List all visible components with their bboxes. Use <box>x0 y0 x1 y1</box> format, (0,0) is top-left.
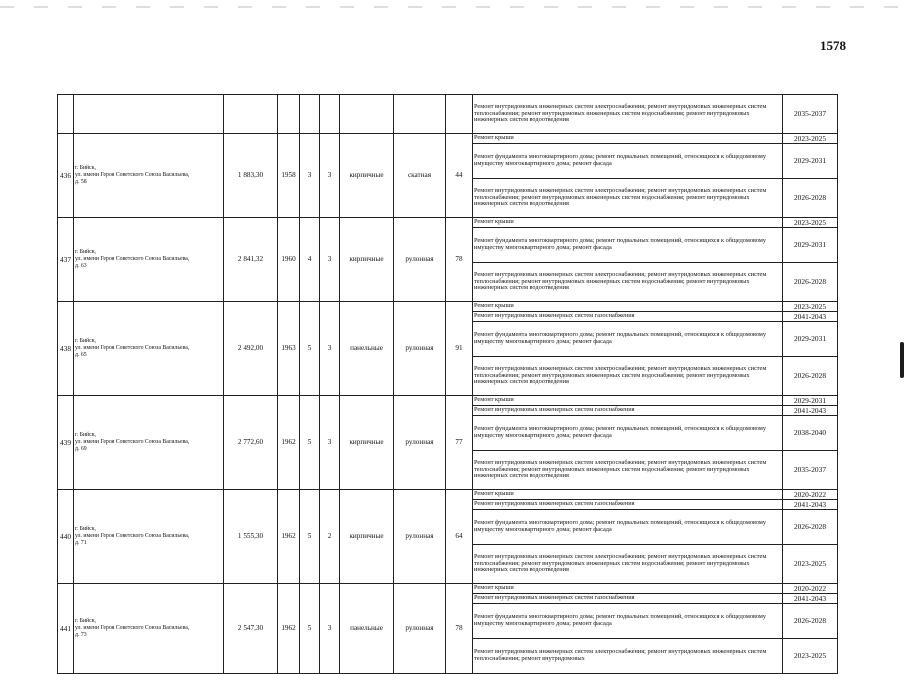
address-line: ул. имени Героя Советского Союза Васильева, <box>75 625 190 632</box>
work-type-cell: Ремонт фундамента многоквартирного дома; ремонт подвальных помещений, относящихся к общедомовому имуществу многоквартирного дома; ремонт фасада <box>473 604 783 639</box>
roof-type-cell <box>394 95 446 134</box>
planned-period-cell: 2038-2040 <box>783 416 838 451</box>
planned-period-cell: 2035-2037 <box>783 451 838 490</box>
work-type-cell: Ремонт внутридомовых инженерных систем электроснабжения; ремонт внутридомовых инженерных систем теплоснабжения; ремонт внутридомовых инженерных систем водоснабжения; ремонт внутридомовых инженерных систем водоотведения <box>473 545 783 584</box>
floors-cell: 3 <box>300 134 320 218</box>
wall-material-cell: кирпичные <box>340 218 394 302</box>
house-number-cell: 440 <box>58 490 74 584</box>
address-line: д. 71 <box>75 539 87 546</box>
year-built-cell: 1962 <box>278 584 300 674</box>
table-row <box>58 396 838 406</box>
apartments-cell: 78 <box>446 584 473 674</box>
house-number-cell: 441 <box>58 584 74 674</box>
year-built-cell: 1960 <box>278 218 300 302</box>
planned-period-cell: 2020-2022 <box>783 584 838 594</box>
scan-edge-mark <box>900 342 904 378</box>
work-type-cell: Ремонт крыши <box>473 584 783 594</box>
wall-material-cell: панельные <box>340 302 394 396</box>
area-cell: 2 492,00 <box>224 302 278 396</box>
address-line: г. Бийск, <box>75 432 96 439</box>
work-type-cell: Ремонт внутридомовых инженерных систем электроснабжения; ремонт внутридомовых инженерных систем теплоснабжения; ремонт внутридомовых инженерных систем водоснабжения; ремонт внутридомовых инженерных систем водоотведения <box>473 451 783 490</box>
work-type-cell: Ремонт крыши <box>473 490 783 500</box>
house-number-cell: 437 <box>58 218 74 302</box>
area-cell: 1 555,30 <box>224 490 278 584</box>
address-line: г. Бийск, <box>75 526 96 533</box>
planned-period-cell: 2029-2031 <box>783 322 838 357</box>
work-type-cell: Ремонт внутридомовых инженерных систем электроснабжения; ремонт внутридомовых инженерных систем теплоснабжения; ремонт внутридомовых инженерных систем водоснабжения; ремонт внутридомовых инженерных систем водоотведения <box>473 357 783 396</box>
scan-artifact-line <box>0 6 904 8</box>
apartments-cell <box>446 95 473 134</box>
table-row <box>58 490 838 500</box>
entrances-cell: 3 <box>320 584 340 674</box>
address-line: д. 58 <box>75 178 87 185</box>
address-line: д. 73 <box>75 631 87 638</box>
planned-period-cell: 2029-2031 <box>783 228 838 263</box>
planned-period-cell: 2026-2028 <box>783 604 838 639</box>
address-line: ул. имени Героя Советского Союза Васильева, <box>75 533 190 540</box>
address-line: ул. имени Героя Советского Союза Васильева, <box>75 172 190 179</box>
address-cell <box>74 584 224 674</box>
work-type-cell: Ремонт фундамента многоквартирного дома; ремонт подвальных помещений, относящихся к общедомовому имуществу многоквартирного дома; ремонт фасада <box>473 228 783 263</box>
work-type-cell: Ремонт крыши <box>473 396 783 406</box>
planned-period-cell: 2023-2025 <box>783 218 838 228</box>
area-cell: 1 883,30 <box>224 134 278 218</box>
planned-period-cell: 2026-2028 <box>783 510 838 545</box>
address-line: д. 69 <box>75 445 87 452</box>
floors-cell <box>300 95 320 134</box>
work-type-cell: Ремонт внутридомовых инженерных систем электроснабжения; ремонт внутридомовых инженерных систем теплоснабжения; ремонт внутридомовых инженерных систем водоснабжения; ремонт внутридомовых инженерных систем водоотведения <box>473 95 783 134</box>
work-type-cell: Ремонт внутридомовых инженерных систем электроснабжения; ремонт внутридомовых инженерных систем теплоснабжения; ремонт внутридомовых инженерных систем водоснабжения; ремонт внутридомовых инженерных систем водоотведения <box>473 263 783 302</box>
planned-period-cell: 2020-2022 <box>783 490 838 500</box>
area-cell: 2 841,32 <box>224 218 278 302</box>
year-built-cell: 1963 <box>278 302 300 396</box>
work-type-cell: Ремонт внутридомовых инженерных систем газоснабжения <box>473 312 783 322</box>
address-line: д. 65 <box>75 351 87 358</box>
work-type-cell: Ремонт крыши <box>473 134 783 144</box>
address-cell <box>74 302 224 396</box>
address-line: ул. имени Героя Советского Союза Васильева, <box>75 256 190 263</box>
entrances-cell: 3 <box>320 134 340 218</box>
year-built-cell: 1958 <box>278 134 300 218</box>
address-line: д. 63 <box>75 262 87 269</box>
planned-period-cell: 2023-2025 <box>783 302 838 312</box>
apartments-cell: 44 <box>446 134 473 218</box>
address-cell <box>74 218 224 302</box>
year-built-cell <box>278 95 300 134</box>
apartments-cell: 78 <box>446 218 473 302</box>
planned-period-cell: 2023-2025 <box>783 134 838 144</box>
work-type-cell: Ремонт фундамента многоквартирного дома; ремонт подвальных помещений, относящихся к общедомовому имуществу многоквартирного дома; ремонт фасада <box>473 322 783 357</box>
address-cell <box>74 134 224 218</box>
house-number-cell: 439 <box>58 396 74 490</box>
house-number-cell <box>58 95 74 134</box>
floors-cell: 5 <box>300 584 320 674</box>
roof-type-cell: рулонная <box>394 490 446 584</box>
area-cell: 2 772,60 <box>224 396 278 490</box>
address-line: г. Бийск, <box>75 618 96 625</box>
wall-material-cell <box>340 95 394 134</box>
page-number: 1578 <box>820 38 846 53</box>
area-cell: 2 547,30 <box>224 584 278 674</box>
entrances-cell: 3 <box>320 396 340 490</box>
planned-period-cell: 2041-2043 <box>783 406 838 416</box>
planned-period-cell: 2023-2025 <box>783 639 838 674</box>
planned-period-cell: 2023-2025 <box>783 545 838 584</box>
planned-period-cell: 2026-2028 <box>783 357 838 396</box>
work-type-cell: Ремонт фундамента многоквартирного дома; ремонт подвальных помещений, относящихся к общедомовому имуществу многоквартирного дома; ремонт фасада <box>473 510 783 545</box>
table-row <box>58 584 838 594</box>
apartments-cell: 77 <box>446 396 473 490</box>
year-built-cell: 1962 <box>278 490 300 584</box>
address-line: г. Бийск, <box>75 249 96 256</box>
planned-period-cell: 2041-2043 <box>783 500 838 510</box>
roof-type-cell: рулонная <box>394 218 446 302</box>
wall-material-cell: кирпичные <box>340 134 394 218</box>
address-line: г. Бийск, <box>75 338 96 345</box>
table-row <box>58 302 838 312</box>
planned-period-cell: 2029-2031 <box>783 144 838 179</box>
table-row <box>58 218 838 228</box>
roof-type-cell: рулонная <box>394 396 446 490</box>
capital-repair-table <box>57 94 838 674</box>
roof-type-cell: рулонная <box>394 584 446 674</box>
work-type-cell: Ремонт фундамента многоквартирного дома; ремонт подвальных помещений, относящихся к общедомовому имуществу многоквартирного дома; ремонт фасада <box>473 416 783 451</box>
table-body <box>58 95 838 674</box>
house-number-cell: 436 <box>58 134 74 218</box>
wall-material-cell: кирпичные <box>340 490 394 584</box>
work-type-cell: Ремонт крыши <box>473 302 783 312</box>
work-type-cell: Ремонт внутридомовых инженерных систем электроснабжения; ремонт внутридомовых инженерных систем теплоснабжения; ремонт внутридомовых <box>473 639 783 674</box>
entrances-cell: 2 <box>320 490 340 584</box>
floors-cell: 5 <box>300 396 320 490</box>
floors-cell: 5 <box>300 302 320 396</box>
address-cell <box>74 95 224 134</box>
wall-material-cell: панельные <box>340 584 394 674</box>
area-cell <box>224 95 278 134</box>
address-line: ул. имени Героя Советского Союза Васильева, <box>75 439 190 446</box>
work-type-cell: Ремонт внутридомовых инженерных систем газоснабжения <box>473 594 783 604</box>
work-type-cell: Ремонт крыши <box>473 218 783 228</box>
table-row <box>58 95 838 134</box>
apartments-cell: 91 <box>446 302 473 396</box>
roof-type-cell: скатная <box>394 134 446 218</box>
entrances-cell <box>320 95 340 134</box>
address-line: г. Бийск, <box>75 165 96 172</box>
planned-period-cell: 2026-2028 <box>783 263 838 302</box>
planned-period-cell: 2041-2043 <box>783 594 838 604</box>
planned-period-cell: 2041-2043 <box>783 312 838 322</box>
entrances-cell: 3 <box>320 218 340 302</box>
roof-type-cell: рулонная <box>394 302 446 396</box>
floors-cell: 4 <box>300 218 320 302</box>
house-number-cell: 438 <box>58 302 74 396</box>
address-cell <box>74 490 224 584</box>
address-cell <box>74 396 224 490</box>
address-line: ул. имени Героя Советского Союза Васильева, <box>75 345 190 352</box>
wall-material-cell: кирпичные <box>340 396 394 490</box>
planned-period-cell: 2035-2037 <box>783 95 838 134</box>
entrances-cell: 3 <box>320 302 340 396</box>
planned-period-cell: 2026-2028 <box>783 179 838 218</box>
work-type-cell: Ремонт фундамента многоквартирного дома; ремонт подвальных помещений, относящихся к общедомовому имуществу многоквартирного дома; ремонт фасада <box>473 144 783 179</box>
work-type-cell: Ремонт внутридомовых инженерных систем газоснабжения <box>473 406 783 416</box>
year-built-cell: 1962 <box>278 396 300 490</box>
table-row <box>58 134 838 144</box>
work-type-cell: Ремонт внутридомовых инженерных систем электроснабжения; ремонт внутридомовых инженерных систем теплоснабжения; ремонт внутридомовых инженерных систем водоснабжения; ремонт внутридомовых инженерных систем водоотведения <box>473 179 783 218</box>
planned-period-cell: 2029-2031 <box>783 396 838 406</box>
work-type-cell: Ремонт внутридомовых инженерных систем газоснабжения <box>473 500 783 510</box>
floors-cell: 5 <box>300 490 320 584</box>
apartments-cell: 64 <box>446 490 473 584</box>
